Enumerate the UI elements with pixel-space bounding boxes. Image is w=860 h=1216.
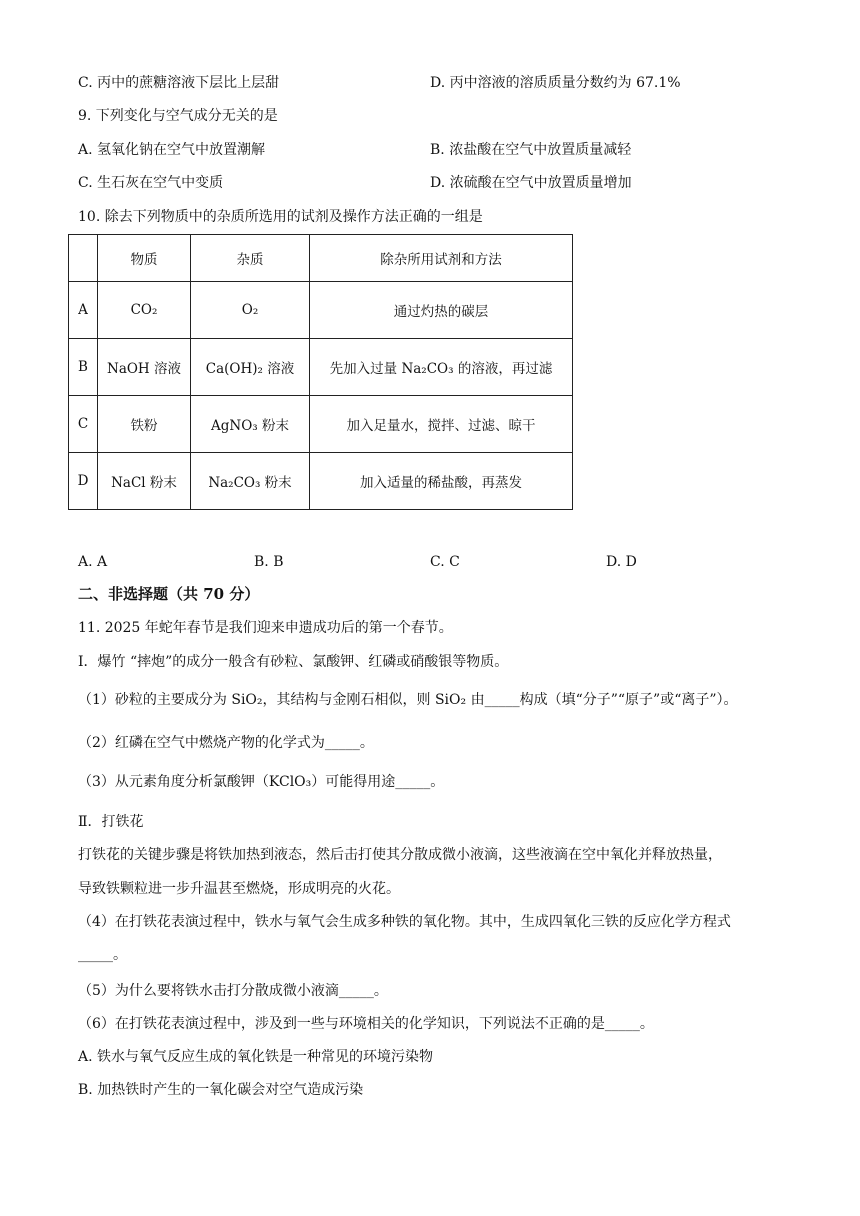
substance-cell: NaOH 溶液	[98, 339, 191, 396]
q9-stem: 9. 下列变化与空气成分无关的是	[78, 108, 278, 124]
impurity-cell: O₂	[191, 282, 310, 339]
q11-part1-title: Ⅰ．爆竹 “摔炮”的成分一般含有砂粒、氯酸钾、红磷或硝酸银等物质。	[78, 654, 509, 670]
q8-option-d: D. 丙中溶液的溶质质量分数约为 67.1%	[430, 75, 681, 91]
q11-sub2: （2）红磷在空气中燃烧产物的化学式为_____。	[78, 735, 374, 751]
header-cell: 除杂所用试剂和方法	[310, 235, 573, 282]
section-title: 二、非选择题（共 70 分）	[78, 585, 260, 603]
q11-sub5: （5）为什么要将铁水击打分散成微小液滴_____。	[78, 983, 388, 999]
q11-paragraph-line1: 打铁花的关键步骤是将铁加热到液态，然后击打使其分散成微小液滴，这些液滴在空中氧化并释放热量，	[78, 847, 722, 863]
impurity-cell: Na₂CO₃ 粉末	[191, 453, 310, 510]
table-row	[69, 282, 573, 339]
q10-stem: 10. 除去下列物质中的杂质所选用的试剂及操作方法正确的一组是	[78, 209, 483, 225]
q11-sub1: （1）砂粒的主要成分为 SiO₂，其结构与金刚石相似，则 SiO₂ 由_____构成（填“分子”“原子”或“离子”）。	[78, 692, 738, 708]
q10-table	[68, 234, 573, 510]
q8-option-c: C. 丙中的蔗糖溶液下层比上层甜	[78, 75, 280, 91]
q11-sub3: （3）从元素角度分析氯酸钾（KClO₃）可能得用途_____。	[78, 774, 445, 790]
q10-option-a: A. A	[78, 554, 108, 570]
table-row	[69, 396, 573, 453]
table-row	[69, 453, 573, 510]
q11-part2-title: Ⅱ．打铁花	[78, 814, 144, 830]
q9-option-a: A. 氢氧化钠在空气中放置潮解	[78, 142, 266, 158]
method-cell: 加入适量的稀盐酸，再蒸发	[310, 453, 573, 510]
method-cell: 先加入过量 Na₂CO₃ 的溶液，再过滤	[310, 339, 573, 396]
substance-cell: 铁粉	[98, 396, 191, 453]
table-row	[69, 339, 573, 396]
method-cell: 加入足量水，搅拌、过滤、晾干	[310, 396, 573, 453]
row-label: C	[69, 396, 98, 453]
header-cell: 杂质	[191, 235, 310, 282]
q10-option-b: B. B	[254, 554, 284, 570]
impurity-cell: Ca(OH)₂ 溶液	[191, 339, 310, 396]
substance-cell: NaCl 粉末	[98, 453, 191, 510]
q9-option-d: D. 浓硫酸在空气中放置质量增加	[430, 175, 632, 191]
method-cell: 通过灼热的碳层	[310, 282, 573, 339]
row-label: A	[69, 282, 98, 339]
q9-option-c: C. 生石灰在空气中变质	[78, 175, 224, 191]
row-label: B	[69, 339, 98, 396]
impurity-cell: AgNO₃ 粉末	[191, 396, 310, 453]
q9-option-b: B. 浓盐酸在空气中放置质量减轻	[430, 142, 632, 158]
row-label: D	[69, 453, 98, 510]
table-header-row	[69, 235, 573, 282]
q11-sub4-blank: _____。	[78, 947, 127, 963]
q11-paragraph-line2: 导致铁颗粒进一步升温甚至燃烧，形成明亮的火花。	[78, 881, 400, 897]
q11-option-a: A. 铁水与氧气反应生成的氧化铁是一种常见的环境污染物	[78, 1049, 434, 1065]
q10-option-d: D. D	[606, 554, 637, 570]
substance-cell: CO₂	[98, 282, 191, 339]
header-cell	[69, 235, 98, 282]
q11-stem: 11. 2025 年蛇年春节是我们迎来申遗成功后的第一个春节。	[78, 620, 453, 636]
q11-option-b: B. 加热铁时产生的一氧化碳会对空气造成污染	[78, 1082, 364, 1098]
q11-sub4: （4）在打铁花表演过程中，铁水与氧气会生成多种铁的氧化物。其中，生成四氧化三铁的反应化学方程式	[78, 914, 731, 930]
q10-option-c: C. C	[430, 554, 460, 570]
q11-sub6: （6）在打铁花表演过程中，涉及到一些与环境相关的化学知识，下列说法不正确的是_____。	[78, 1016, 654, 1032]
header-cell: 物质	[98, 235, 191, 282]
